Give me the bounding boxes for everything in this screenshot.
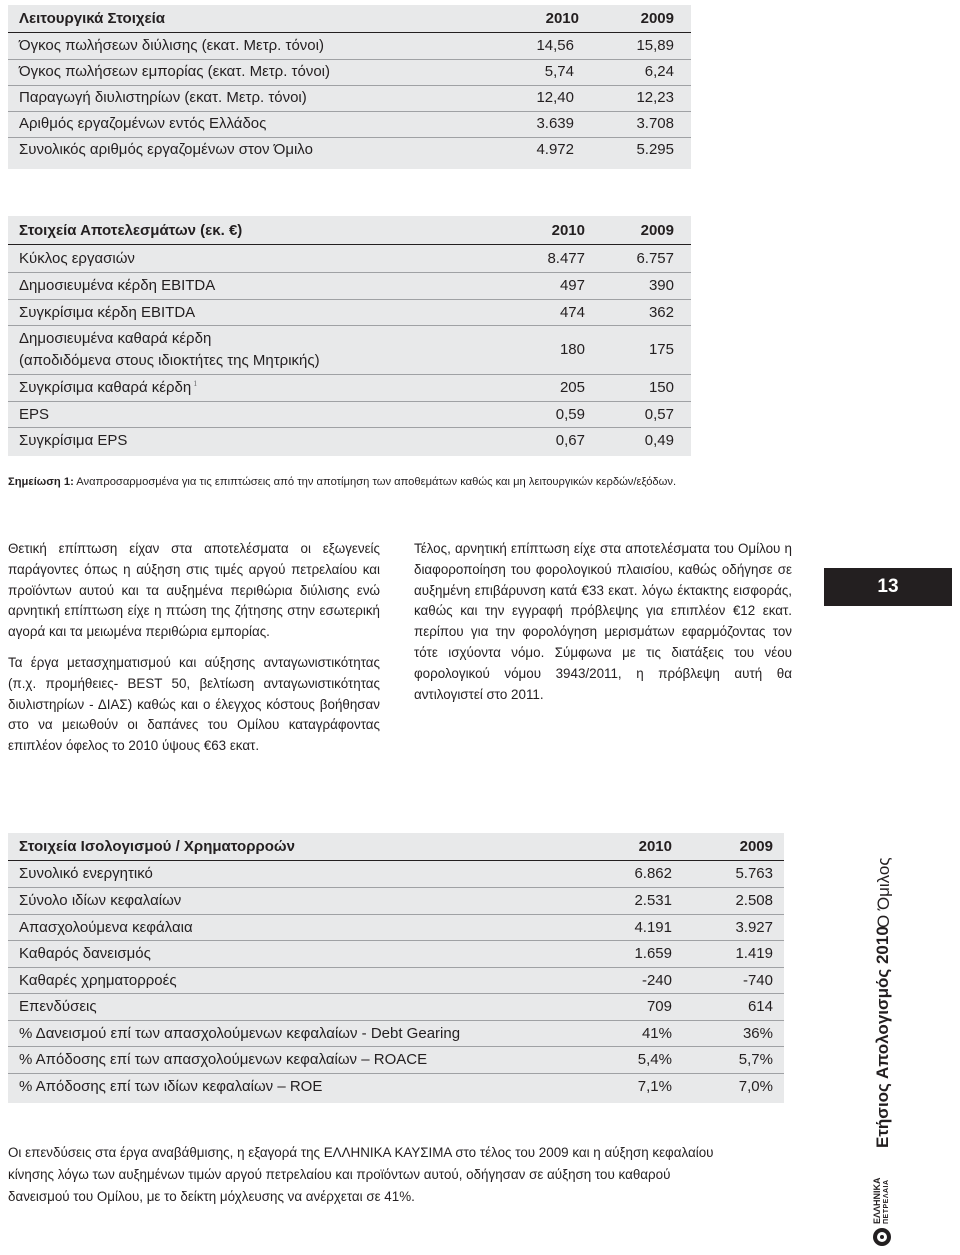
row-value-2010: 2.531 xyxy=(634,892,672,909)
table-row xyxy=(8,1020,784,1047)
footer-text: Οι επενδύσεις στα έργα αναβάθμισης, η εξαγορά της ΕΛΛΗΝΙΚΑ ΚΑΥΣΙΜΑ στο τέλος του 2009 και η αύξηση κεφαλαίου κίνησης λόγω των αυξημένων τιμών αργού πετρελαίου και προϊόντων αυτού, οδήγησαν σε αύξηση του καθαρού δανεισμού του Ομίλου, με το δείκτη μόχλευσης να ανέρχεται σε 41%. xyxy=(8,1145,714,1204)
row-value-2009: 150 xyxy=(648,379,674,396)
footer-paragraph xyxy=(8,1142,720,1208)
row-value-2009: 7,0% xyxy=(738,1078,773,1095)
row-value-2010: 709 xyxy=(646,998,672,1015)
operational-table xyxy=(8,5,691,169)
logo-text-line2: ΠΕΤΡΕΛΑΙΑ xyxy=(883,1179,890,1224)
footnote-marker: 1 xyxy=(193,379,198,388)
table-row xyxy=(8,940,784,968)
col-2009: 2009 xyxy=(640,222,674,239)
row-value-2009: 5.763 xyxy=(735,865,773,882)
row-value-2010: 41% xyxy=(641,1025,672,1042)
row-value-2009: 5,7% xyxy=(738,1051,773,1068)
results-table xyxy=(8,216,691,456)
sidebar-section-title xyxy=(874,857,894,928)
footnote-label: Σημείωση 1: xyxy=(8,476,74,488)
table-row xyxy=(8,967,784,994)
row-label: Δημοσιευμένα καθαρά κέρδη xyxy=(19,330,212,347)
results-header xyxy=(8,218,691,245)
row-value-2009: 12,23 xyxy=(636,89,674,106)
row-label: % Απόδοσης επί των απασχολούμενων κεφαλαίων – ROACE xyxy=(19,1051,428,1068)
results-title: Στοιχεία Αποτελεσμάτων (εκ. €) xyxy=(19,222,243,239)
row-value-2009: 1.419 xyxy=(735,945,773,962)
row-value-2009: 5.295 xyxy=(636,141,674,158)
table-row xyxy=(8,914,784,941)
row-value-2010: 12,40 xyxy=(536,89,574,106)
row-label: Παραγωγή διυλιστηρίων (εκατ. Μετρ. τόνοι) xyxy=(19,89,307,106)
row-value-2009: 614 xyxy=(747,998,773,1015)
row-value-2010: 6.862 xyxy=(634,865,672,882)
logo-text-line1: ΕΛΛΗΝΙΚΑ xyxy=(872,1177,882,1224)
operational-title: Λειτουργικά Στοιχεία xyxy=(19,10,166,27)
row-value-2010: -240 xyxy=(641,972,672,989)
table-row xyxy=(8,887,784,915)
row-value-2009: 2.508 xyxy=(735,892,773,909)
row-label: Όγκος πωλήσεων εμπορίας (εκατ. Μετρ. τόνοι) xyxy=(19,63,330,80)
row-label: Συγκρίσιμα EPS xyxy=(19,432,128,449)
col-2009: 2009 xyxy=(640,10,674,27)
table-row xyxy=(8,374,691,402)
table-row xyxy=(8,1073,784,1103)
row-label: Κύκλος εργασιών xyxy=(19,250,135,267)
row-label: Καθαρές χρηματορροές xyxy=(19,972,177,989)
row-label: Επενδύσεις xyxy=(19,998,97,1015)
row-label: Όγκος πωλήσεων διύλισης (εκατ. Μετρ. τόνοι) xyxy=(19,37,324,54)
row-value-2010: 4.972 xyxy=(536,141,574,158)
row-value-2010: 0,67 xyxy=(555,432,585,449)
row-label: Συγκρίσιμα καθαρά κέρδη $^1$ xyxy=(19,379,198,396)
col-2009: 2009 xyxy=(739,838,773,855)
row-label: Απασχολούμενα κεφάλαια xyxy=(19,919,193,936)
body-left-column xyxy=(8,539,380,757)
row-value-2009: -740 xyxy=(742,972,773,989)
table-row xyxy=(8,427,691,456)
row-value-2009: 36% xyxy=(742,1025,773,1042)
body-paragraph: Τέλος, αρνητική επίπτωση είχε στα αποτελέσματα του Ομίλου η διαφοροποίηση του φορολογικού πλαισίου, καθώς οδήγησε σε αυξημένη επιβάρυνση κατά €33 εκατ. λόγω έκτακτης εισφοράς, καθώς και την εγγραφή πρόβλεψης για επιπλέον €12 εκατ. περίπου για την φορολόγηση μερισμάτων εφαρμόζοντας τον τότε ισχύοντα νόμο. Σύμφωνα με τις διατάξεις του νέου φορολογικού νόμου 3943/2011, η πρόβλεψη αυτή θα αντιλογιστεί στο 2011. xyxy=(414,541,792,702)
row-label: EPS xyxy=(19,406,50,423)
operational-header xyxy=(8,6,691,33)
col-2010: 2010 xyxy=(545,10,579,27)
company-logo xyxy=(872,1177,892,1224)
logo-icon xyxy=(873,1228,891,1246)
table-row xyxy=(8,1046,784,1074)
table-row xyxy=(8,272,691,300)
row-value-2010: 4.191 xyxy=(634,919,672,936)
balance-table xyxy=(8,833,784,1103)
row-label: Συγκρίσιμα κέρδη EBITDA xyxy=(19,304,196,321)
row-value-2009: 362 xyxy=(648,304,674,321)
row-value-2010: 474 xyxy=(559,304,585,321)
row-label: % Δανεισμού επί των απασχολούμενων κεφαλαίων - Debt Gearing xyxy=(19,1025,461,1042)
row-label: Συνολικός αριθμός εργαζομένων στον Όμιλο xyxy=(19,141,313,158)
page-number: 13 xyxy=(877,576,899,597)
row-value-2009: 15,89 xyxy=(636,37,674,54)
table-row xyxy=(8,59,691,86)
row-value-2010: 7,1% xyxy=(637,1078,672,1095)
col-2010: 2010 xyxy=(638,838,672,855)
row-value-2009: 6,24 xyxy=(644,63,674,80)
row-label: Συνολικό ενεργητικό xyxy=(19,865,153,882)
body-paragraph: Θετική επίπτωση είχαν στα αποτελέσματα οι εξωγενείς παράγοντες όπως η αύξηση στις τιμές αργού πετρελαίου και προϊόντων αυτού και τα αυξημένα περιθώρια διύλισης ενώ αρνητική επίπτωση είχε η πτώση της ζήτησης στην εσωτερική αγορά και τα μειωμένα περιθώρια εμπορίας. xyxy=(8,541,380,640)
table-row xyxy=(8,246,691,273)
table-row xyxy=(8,325,691,375)
row-value-2009: 0,49 xyxy=(644,432,674,449)
row-label: Σύνολο ιδίων κεφαλαίων xyxy=(19,892,182,909)
row-value-2009: 175 xyxy=(648,341,674,358)
balance-title: Στοιχεία Ισολογισμού / Χρηματορροών xyxy=(19,838,295,855)
table-row xyxy=(8,33,691,60)
body-paragraph: Τα έργα μετασχηματισμού και αύξησης ανταγωνιστικότητας (π.χ. προμήθειες- BEST 50, βελτίωση ανταγωνιστικότητας διυλιστηρίων - ΔΙΑΣ) καθώς και ο έλεγχος κόστους βοήθησαν στο να μειωθούν οι δαπάνες του Ομίλου καταγράφοντας επιπλέον όφελος το 2010 ύψους €63 εκατ. xyxy=(8,654,380,754)
row-value-2010: 0,59 xyxy=(555,406,585,423)
col-2010: 2010 xyxy=(551,222,585,239)
row-value-2010: 5,74 xyxy=(544,63,574,80)
row-value-2010: 180 xyxy=(559,341,585,358)
footnote xyxy=(8,476,838,488)
row-value-2009: 3.927 xyxy=(735,919,773,936)
table-row xyxy=(8,401,691,428)
balance-header xyxy=(8,834,784,861)
footnote-text: Αναπροσαρμοσμένα για τις επιπτώσεις από την αποτίμηση των αποθεμάτων καθώς και μη λειτουργικών κερδών/εξόδων. xyxy=(73,476,677,488)
row-label: Αριθμός εργαζομένων εντός Ελλάδος xyxy=(19,115,267,132)
table-row xyxy=(8,111,691,138)
row-value-2010: 3.639 xyxy=(536,115,574,132)
row-value-2010: 8.477 xyxy=(547,250,585,267)
row-label: % Απόδοσης επί των ιδίων κεφαλαίων – ROE xyxy=(19,1078,323,1095)
row-value-2009: 6.757 xyxy=(636,250,674,267)
row-value-2009: 3.708 xyxy=(636,115,674,132)
table-row xyxy=(8,299,691,326)
page-number-box xyxy=(824,568,952,606)
row-label: Καθαρός δανεισμός xyxy=(19,945,151,962)
body-right-column xyxy=(414,539,792,705)
row-value-2010: 1.659 xyxy=(634,945,672,962)
row-value-2010: 205 xyxy=(559,379,585,396)
row-value-2010: 14,56 xyxy=(536,37,574,54)
sidebar-report-title xyxy=(873,926,893,1148)
row-value-2010: 497 xyxy=(559,277,585,294)
row-label-continuation: (αποδιδόμενα στους ιδιοκτήτες της Μητρικής) xyxy=(19,352,320,369)
table-row xyxy=(8,85,691,112)
report-label: Ετήσιος Απολογισμός 2010 xyxy=(873,926,892,1148)
row-value-2009: 390 xyxy=(648,277,674,294)
row-value-2010: 5,4% xyxy=(637,1051,672,1068)
table-row xyxy=(8,861,784,888)
row-label: Δημοσιευμένα κέρδη EBITDA xyxy=(19,277,216,294)
table-row xyxy=(8,993,784,1021)
row-value-2009: 0,57 xyxy=(644,406,674,423)
table-row xyxy=(8,137,691,167)
section-label: Ο Όμιλος xyxy=(874,857,893,928)
